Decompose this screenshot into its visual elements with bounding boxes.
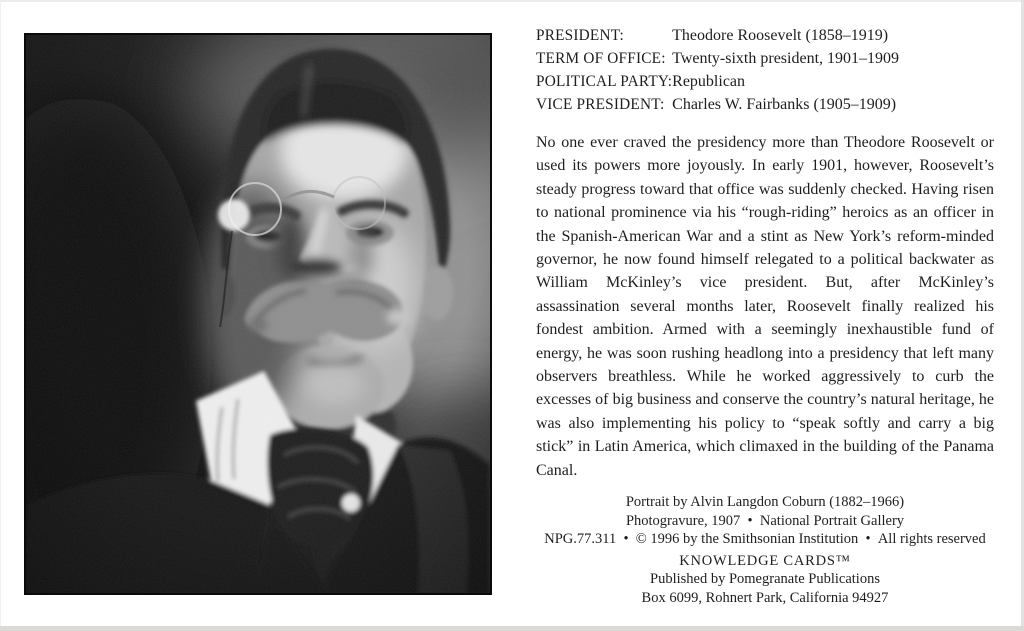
info-label: TERM OF OFFICE:	[536, 50, 666, 67]
info-value: Republican	[672, 73, 746, 90]
info-label: PRESIDENT:	[536, 27, 624, 44]
text-column	[536, 24, 994, 608]
publisher-address: Box 6099, Rohnert Park, California 94927	[641, 590, 889, 607]
info-row-party	[536, 70, 994, 93]
credit-line-medium: Photogravure, 1907 • National Portrait Gallery	[625, 512, 905, 529]
info-row-vice-president	[536, 93, 994, 116]
card-edge-bottom	[0, 626, 1024, 631]
credit-line-portrait: Portrait by Alvin Langdon Coburn (1882–1966)	[625, 494, 905, 511]
info-row-president	[536, 24, 994, 47]
credits-block	[536, 493, 994, 549]
publisher-line: Published by Pomegranate Publications	[650, 571, 880, 588]
publisher-block	[536, 552, 994, 608]
roosevelt-portrait-illustration	[26, 35, 490, 593]
brand-name: KNOWLEDGE CARDS™	[679, 552, 851, 569]
info-value: Twenty-sixth president, 1901–1909	[672, 50, 900, 67]
info-label: VICE PRESIDENT:	[536, 96, 665, 113]
credit-line-copyright: NPG.77.311 • © 1996 by the Smithsonian Institution • All rights reserved	[544, 531, 986, 548]
card-edge-left	[0, 0, 1, 631]
info-value: Charles W. Fairbanks (1905–1909)	[672, 96, 897, 113]
portrait-photo	[24, 33, 492, 595]
body-paragraph: No one ever craved the presidency more than Theodore Roosevelt or used its powers more joyously. In early 1901, however, Roosevelt’s steady progress toward that office was suddenly checked. Having risen to national prominence via his “rough-riding” heroics as an officer in the Spanish-American War and a stint as New York’s reform-minded governor, he now found himself relegated to a political backwater as William McKinley’s vice president. But, after McKinley’s assassination several months later, Roosevelt finally realized his fondest ambition. Armed with a seemingly inexhaustible fund of energy, he was soon rushing headlong into a presidency that left many observers breathless. While he worked aggressively to curb the excesses of big business and conserve the country’s natural heritage, he was also implementing his policy to “speak softly and carry a big stick” in Latin America, which climaxed in the building of the Panama Canal.	[536, 134, 994, 479]
info-label: POLITICAL PARTY:	[536, 73, 673, 90]
card-edge-top	[0, 0, 1024, 2]
info-row-term	[536, 47, 994, 70]
info-table	[536, 24, 994, 116]
info-value: Theodore Roosevelt (1858–1919)	[672, 27, 889, 44]
